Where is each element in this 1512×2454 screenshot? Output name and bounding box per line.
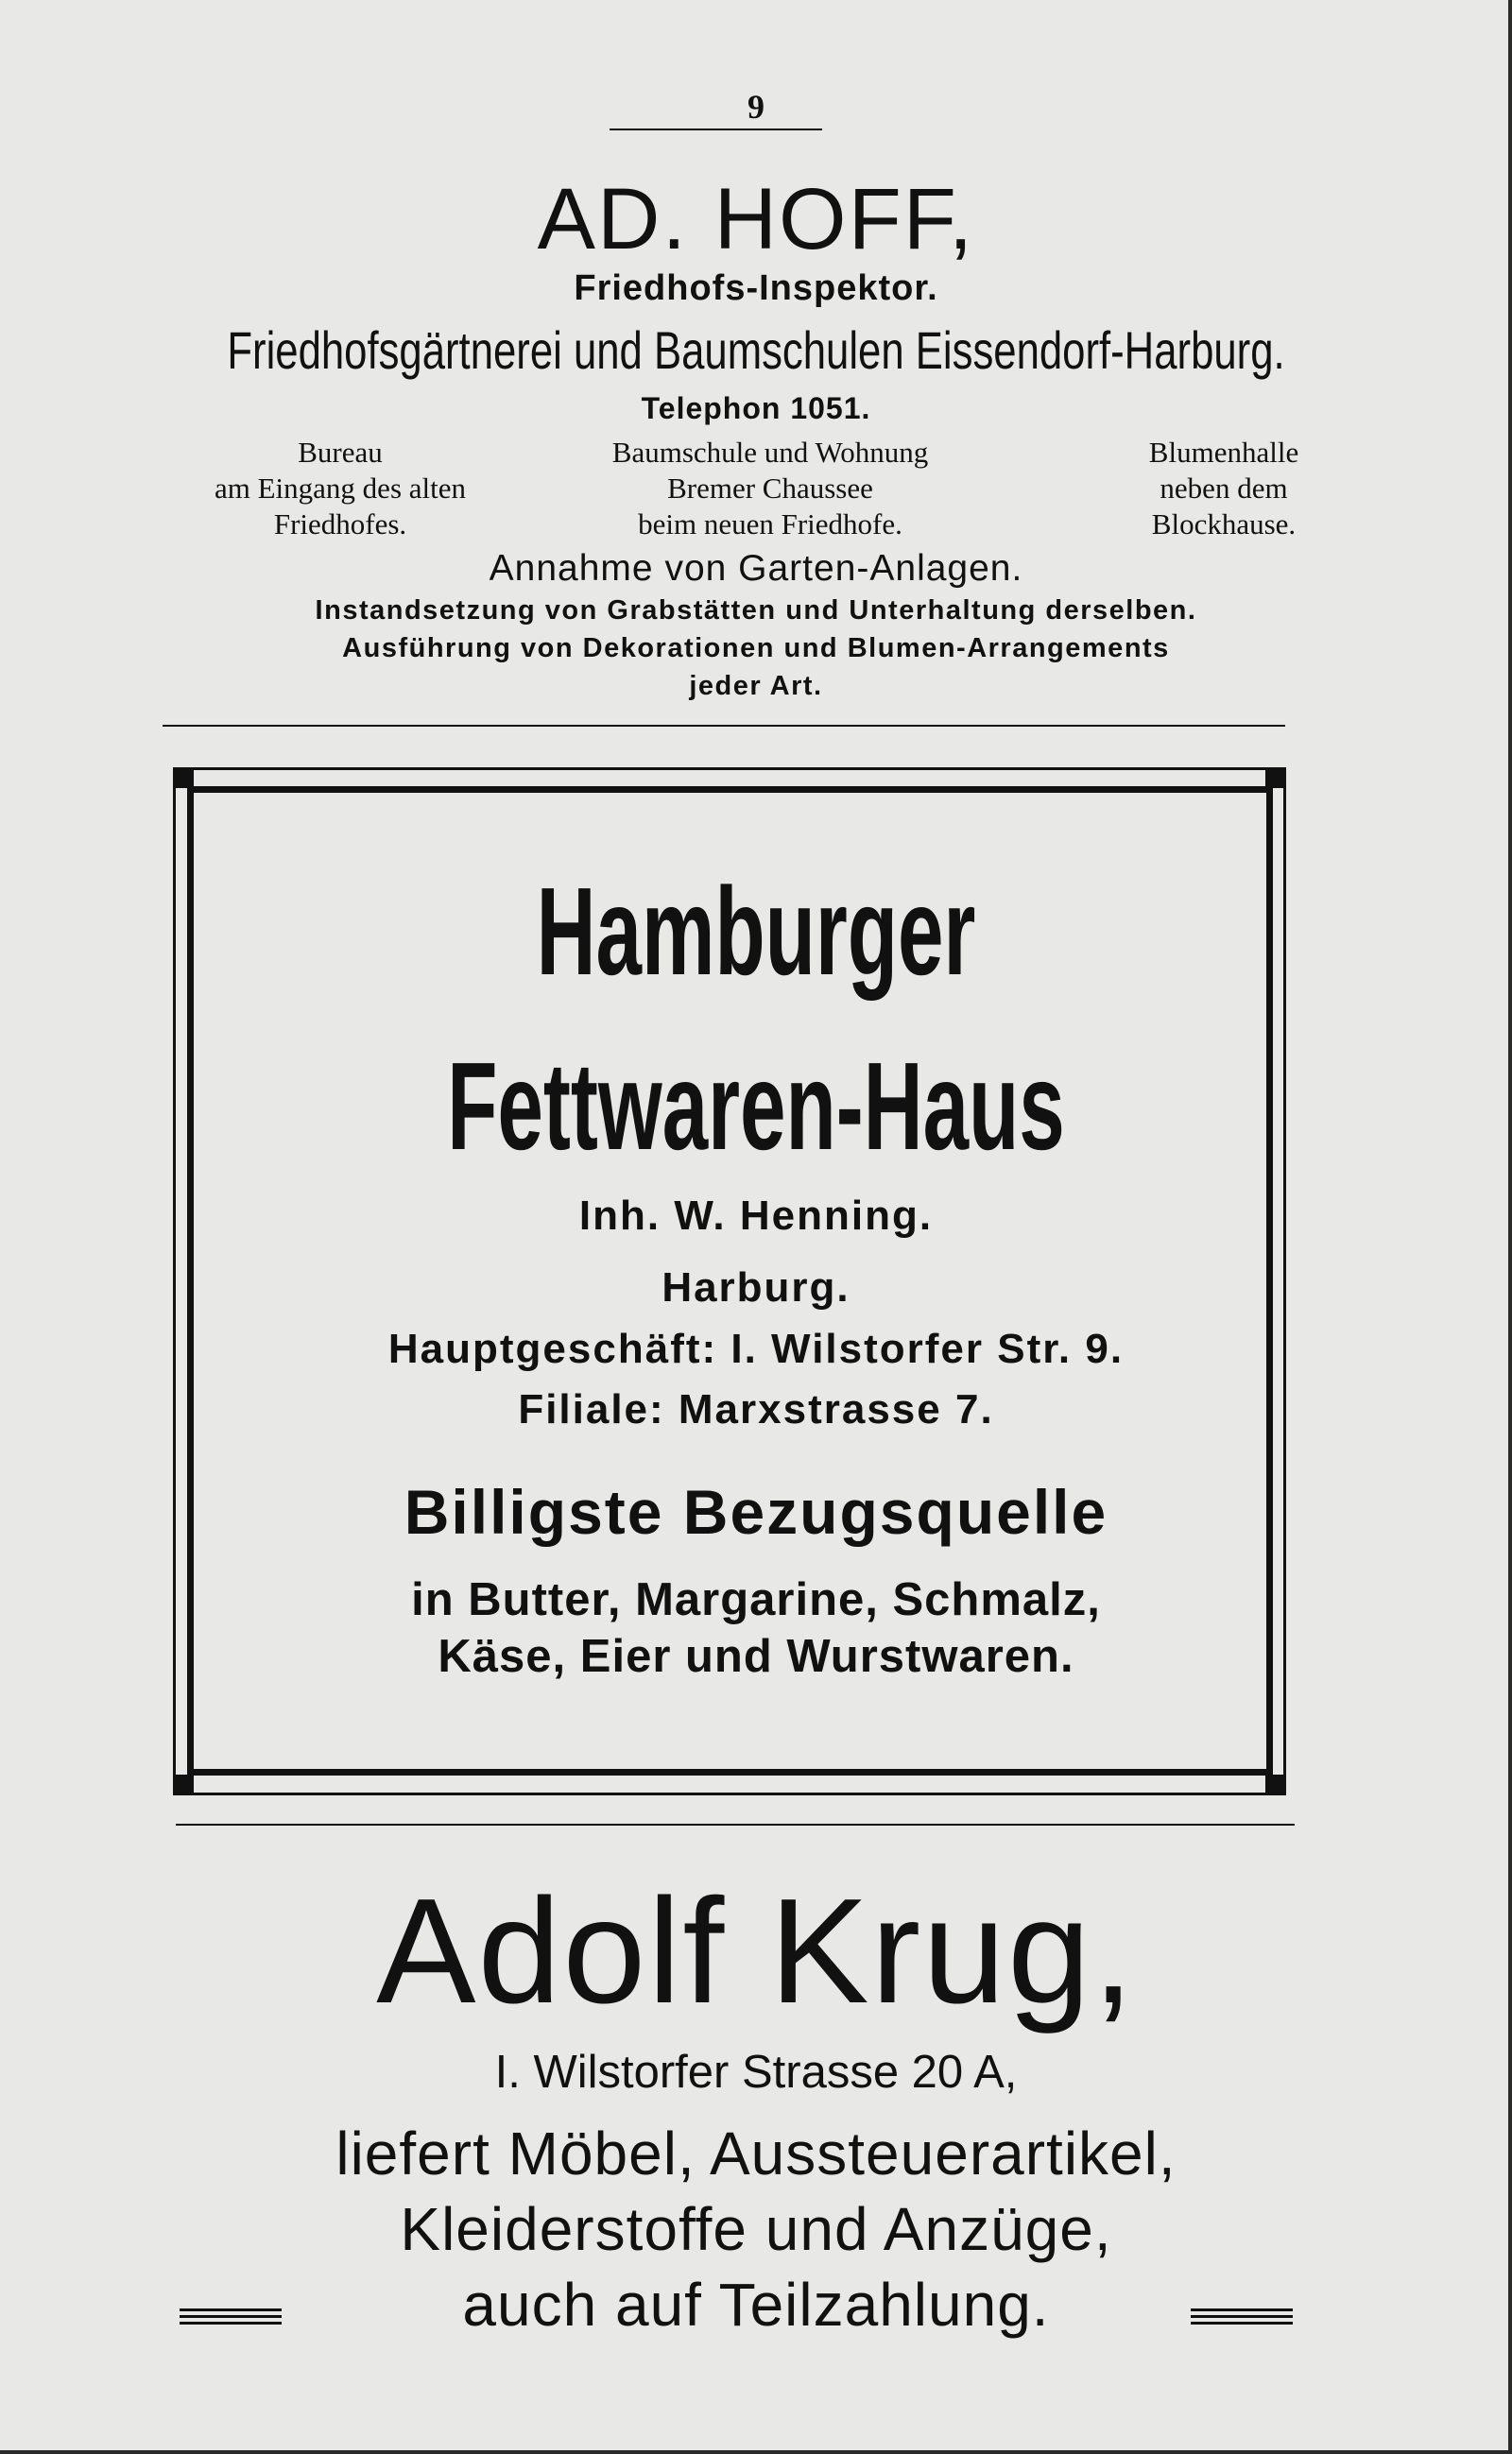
hoff-service-line: jeder Art. bbox=[689, 671, 823, 701]
hoff-name: AD. HOFF, bbox=[537, 171, 975, 267]
page-number: 9 bbox=[747, 88, 765, 126]
fettwaren-products-line1: in Butter, Margarine, Schmalz, bbox=[411, 1574, 1101, 1625]
ad-frame-bar bbox=[189, 786, 1272, 793]
ornament-lines-left bbox=[180, 2308, 282, 2325]
krug-address: I. Wilstorfer Strasse 20 A, bbox=[494, 2047, 1018, 2098]
hoff-service-line: Ausführung von Dekorationen und Blumen-Arrangements bbox=[342, 633, 1170, 663]
fettwaren-title-line2: Fettwaren-Haus bbox=[447, 1037, 1065, 1176]
fettwaren-products-line2: Käse, Eier und Wurstwaren. bbox=[438, 1631, 1074, 1682]
blumenhalle-line: Blockhause. bbox=[1151, 507, 1297, 541]
fettwaren-main-store: Hauptgeschäft: I. Wilstorfer Str. 9. bbox=[387, 1326, 1125, 1372]
fettwaren-city: Harburg. bbox=[662, 1264, 850, 1311]
fettwaren-slogan: Billigste Bezugsquelle bbox=[404, 1477, 1108, 1547]
krug-line2: Kleiderstoffe und Anzüge, bbox=[400, 2195, 1112, 2263]
bureau-line: am Eingang des alten bbox=[215, 472, 466, 505]
hoff-services-title: Annahme von Garten-Anlagen. bbox=[489, 548, 1023, 589]
section-divider bbox=[163, 725, 1285, 727]
ad-frame-bar bbox=[189, 1769, 1272, 1776]
fettwaren-owner: Inh. W. Henning. bbox=[578, 1193, 934, 1239]
hoff-role: Friedhofs-Inspektor. bbox=[574, 268, 938, 308]
frame-corner bbox=[173, 1775, 194, 1795]
hoff-business: Friedhofsgärtnerei und Baumschulen Eissendorf-Harburg. bbox=[227, 320, 1285, 380]
page-number-rule bbox=[610, 129, 822, 130]
section-divider bbox=[176, 1824, 1295, 1826]
ornament-lines-right bbox=[1191, 2308, 1293, 2325]
fettwaren-branch: Filiale: Marxstrasse 7. bbox=[518, 1386, 994, 1433]
hoff-column-blumenhalle bbox=[1073, 435, 1375, 542]
krug-line3: auch auf Teilzahlung. bbox=[462, 2271, 1050, 2339]
baumschule-line: beim neuen Friedhofe. bbox=[638, 507, 902, 541]
fettwaren-title-line1: Hamburger bbox=[536, 862, 976, 1001]
hoff-service-line: Instandsetzung von Grabstätten und Unterhaltung derselben. bbox=[315, 595, 1197, 626]
baumschule-line: Bremer Chaussee bbox=[667, 472, 873, 505]
bureau-line: Bureau bbox=[298, 436, 383, 469]
hoff-telephone: Telephon 1051. bbox=[641, 391, 871, 425]
baumschule-line: Baumschule und Wohnung bbox=[611, 436, 929, 469]
frame-corner bbox=[1265, 1775, 1286, 1795]
frame-corner bbox=[1265, 767, 1286, 788]
frame-corner bbox=[173, 767, 194, 788]
krug-name: Adolf Krug, bbox=[376, 1868, 1136, 2034]
bureau-line: Friedhofes. bbox=[273, 507, 407, 541]
krug-line1: liefert Möbel, Aussteuerartikel, bbox=[335, 2119, 1177, 2188]
hoff-column-bureau bbox=[151, 435, 529, 542]
blumenhalle-line: Blumenhalle bbox=[1148, 436, 1299, 469]
blumenhalle-line: neben dem bbox=[1160, 472, 1288, 505]
hoff-column-baumschule bbox=[581, 435, 959, 542]
